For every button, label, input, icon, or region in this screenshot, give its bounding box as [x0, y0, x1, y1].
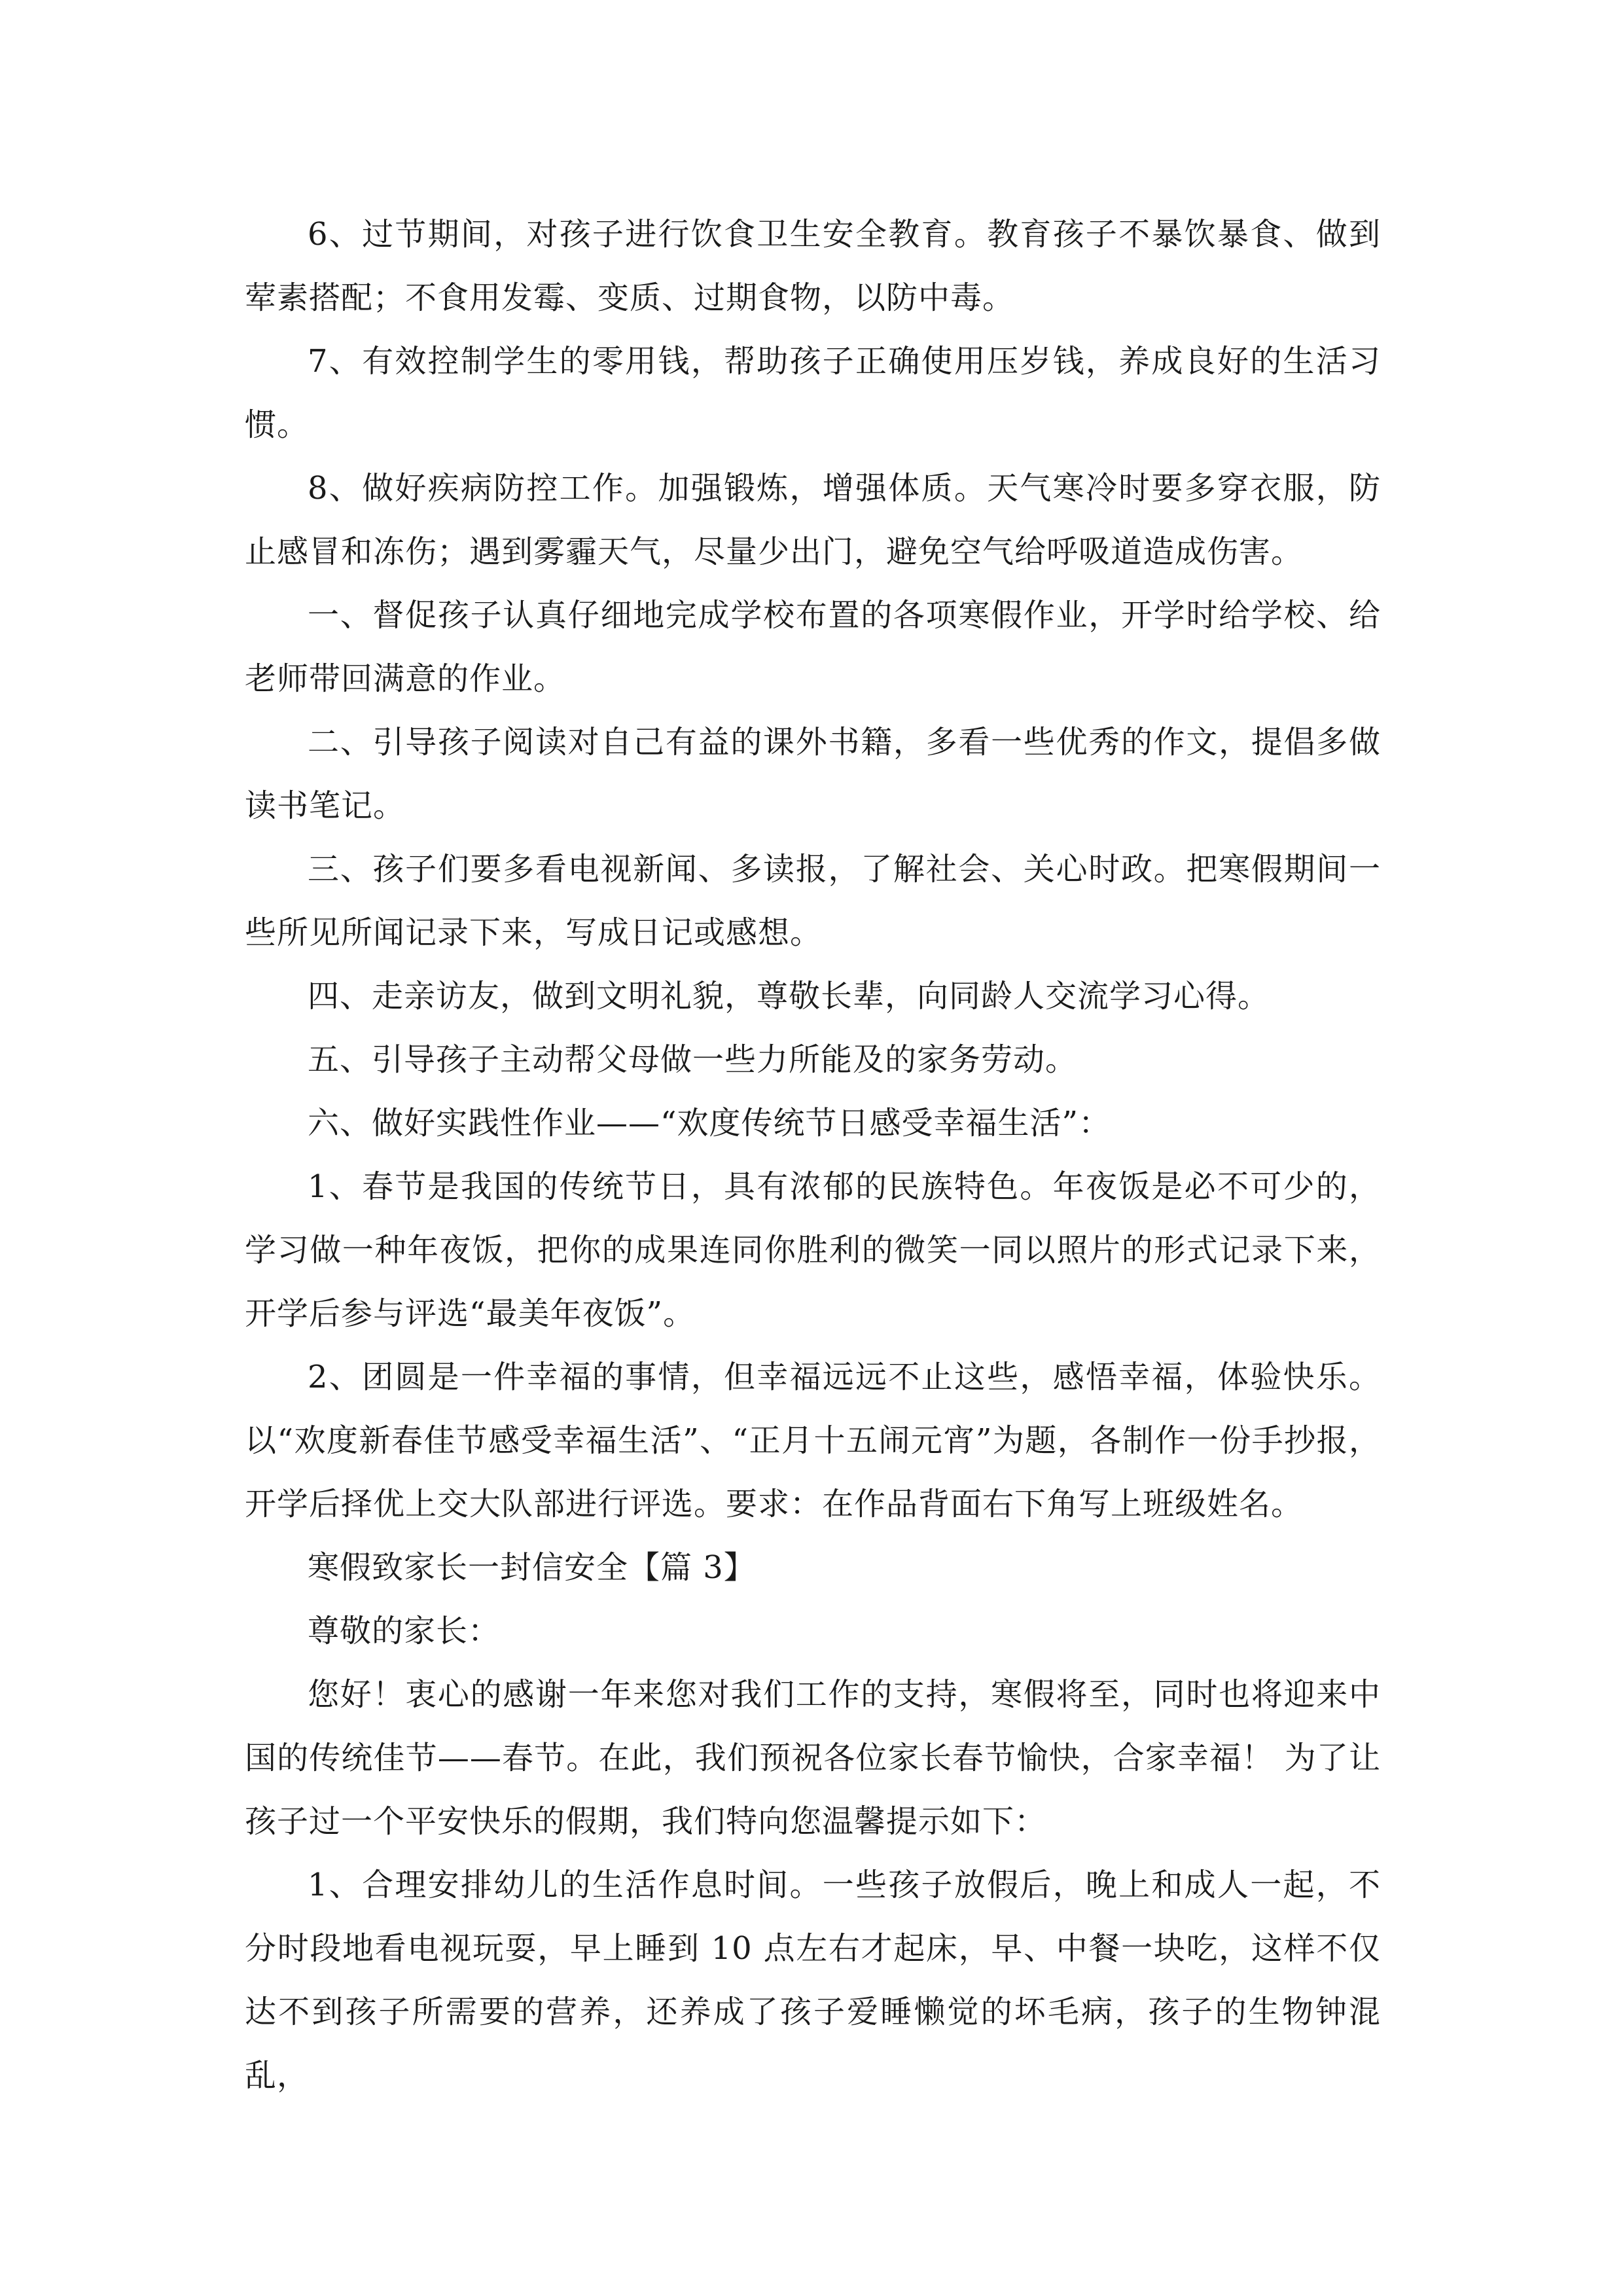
salutation: 尊敬的家长：: [308, 1613, 501, 1649]
paragraph-new-year-dinner: 1、春节是我国的传统节日，具有浓郁的民族特色。年夜饭是必不可少的，学习做一种年夜饭，把你的成果连同你胜利的微笑一同以照片的形式记录下来，开学后参与评选“最美年夜饭”。: [245, 1168, 1381, 1332]
document-body: [245, 203, 1381, 2108]
paragraph-handwritten-newspaper: 2、团圆是一件幸福的事情，但幸福远远不止这些，感悟幸福，体验快乐。以“欢度新春佳节感受幸福生活”、“正月十五闹元宵”为题，各制作一份手抄报，开学后择优上交大队部进行评选。要求：在作品背面右下角写上班级姓名。: [245, 1359, 1381, 1522]
paragraph-reading: 二、引导孩子阅读对自己有益的课外书籍，多看一些优秀的作文，提倡多做读书笔记。: [245, 724, 1381, 824]
paragraph-greeting: 您好！衷心的感谢一年来您对我们工作的支持，寒假将至，同时也将迎来中国的传统佳节——春节。在此，我们预祝各位家长春节愉快，合家幸福！ 为了让孩子过一个平安快乐的假期，我们特向您温馨提示如下：: [245, 1676, 1381, 1840]
paragraph-visiting: 四、走亲访友，做到文明礼貌，尊敬长辈，向同龄人交流学习心得。: [308, 978, 1270, 1014]
section-heading: 寒假致家长一封信安全【篇 3】: [308, 1549, 756, 1586]
paragraph-practice-homework: 六、做好实践性作业——“欢度传统节日感受幸福生活”：: [308, 1105, 1111, 1141]
paragraph-housework: 五、引导孩子主动帮父母做一些力所能及的家务劳动。: [308, 1041, 1078, 1078]
paragraph-item-6-food-safety: 6、过节期间，对孩子进行饮食卫生安全教育。教育孩子不暴饮暴食、做到荤素搭配；不食用发霉、变质、过期食物，以防中毒。: [245, 216, 1381, 316]
paragraph-daily-schedule: 1、合理安排幼儿的生活作息时间。一些孩子放假后，晚上和成人一起，不分时段地看电视玩耍，早上睡到 10 点左右才起床，早、中餐一块吃，这样不仅达不到孩子所需要的营养，还养成了孩子爱睡懒觉的坏毛病，孩子的生物钟混乱，: [245, 1867, 1381, 2094]
paragraph-item-8-disease-prevention: 8、做好疾病防控工作。加强锻炼，增强体质。天气寒冷时要多穿衣服，防止感冒和冻伤；遇到雾霾天气，尽量少出门，避免空气给呼吸道造成伤害。: [245, 470, 1381, 570]
paragraph-item-7-pocket-money: 7、有效控制学生的零用钱，帮助孩子正确使用压岁钱，养成良好的生活习惯。: [245, 343, 1381, 443]
paragraph-news: 三、孩子们要多看电视新闻、多读报，了解社会、关心时政。把寒假期间一些所见所闻记录下来，写成日记或感想。: [245, 851, 1381, 951]
paragraph-homework: 一、督促孩子认真仔细地完成学校布置的各项寒假作业，开学时给学校、给老师带回满意的作业。: [245, 597, 1381, 697]
